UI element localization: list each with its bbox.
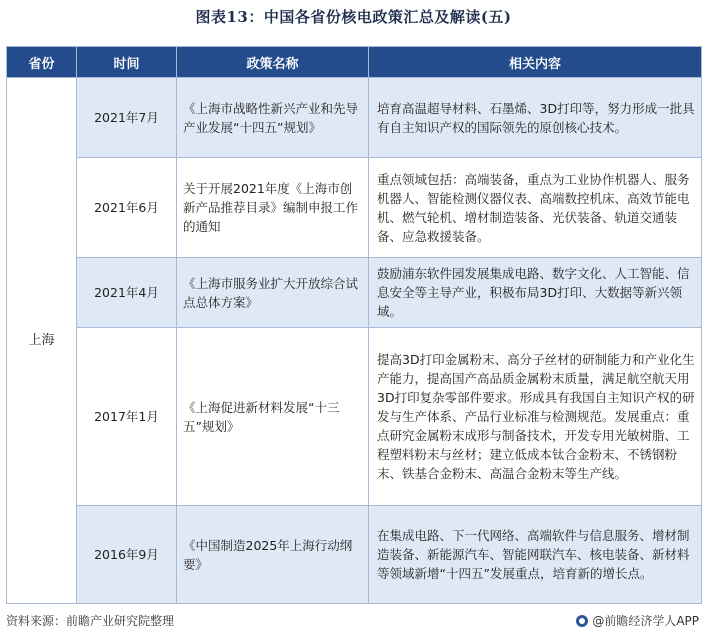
policy-name-cell: 《上海市战略性新兴产业和先导产业发展“十四五”规划》	[177, 78, 369, 158]
content-cell: 重点领域包括：高端装备，重点为工业协作机器人、服务机器人、智能检测仪器仪表、高端数控机床、高效节能电机、燃气轮机、增材制造装备、光伏装备、轨道交通装备、应急救援装备。	[369, 158, 702, 258]
table-row	[7, 506, 702, 604]
brand-logo-icon	[576, 615, 588, 627]
figure-title: 图表13：中国各省份核电政策汇总及解读(五)	[195, 8, 512, 26]
header-policy-name: 政策名称	[177, 47, 369, 78]
policy-table-container	[6, 46, 701, 604]
content-cell: 在集成电路、下一代网络、高端软件与信息服务、增材制造装备、新能源汽车、智能网联汽车、核电装备、新材料等领域新增“十四五”发展重点，培育新的增长点。	[369, 506, 702, 604]
content-cell: 提高3D打印金属粉末、高分子丝材的研制能力和产业化生产能力，提高国产高品质金属粉末质量，满足航空航天用3D打印复杂零部件要求。形成具有我国自主知识产权的研发与生产体系、产品行业标准与检测规范。发展重点：重点研究金属粉末成形与制备技术，开发专用光敏树脂、工程塑料粉末与丝材；建立低成本钛合金粉末、不锈钢粉末、铁基合金粉末、高温合金粉末等生产线。	[369, 328, 702, 506]
header-time: 时间	[77, 47, 177, 78]
time-cell: 2021年7月	[77, 78, 177, 158]
province-cell: 上海	[7, 78, 77, 604]
policy-table	[6, 46, 702, 604]
header-content: 相关内容	[369, 47, 702, 78]
time-cell: 2016年9月	[77, 506, 177, 604]
brand-credit-text: @前瞻经济学人APP	[592, 614, 699, 628]
table-row	[7, 328, 702, 506]
table-row	[7, 158, 702, 258]
table-header-row	[7, 47, 702, 78]
table-row	[7, 258, 702, 328]
policy-name-cell: 《上海促进新材料发展“十三五”规划》	[177, 328, 369, 506]
time-cell: 2021年4月	[77, 258, 177, 328]
time-cell: 2021年6月	[77, 158, 177, 258]
policy-name-cell: 《中国制造2025年上海行动纲要》	[177, 506, 369, 604]
content-cell: 培育高温超导材料、石墨烯、3D打印等，努力形成一批具有自主知识产权的国际领先的原创核心技术。	[369, 78, 702, 158]
policy-name-cell: 《上海市服务业扩大开放综合试点总体方案》	[177, 258, 369, 328]
brand-credit	[576, 612, 699, 629]
policy-name-cell: 关于开展2021年度《上海市创新产品推荐目录》编制申报工作的通知	[177, 158, 369, 258]
table-row	[7, 78, 702, 158]
time-cell: 2017年1月	[77, 328, 177, 506]
content-cell: 鼓励浦东软件园发展集成电路、数字文化、人工智能、信息安全等主导产业，积极布局3D打印、大数据等新兴领域。	[369, 258, 702, 328]
header-province: 省份	[7, 47, 77, 78]
source-note: 资料来源：前瞻产业研究院整理	[6, 614, 175, 628]
